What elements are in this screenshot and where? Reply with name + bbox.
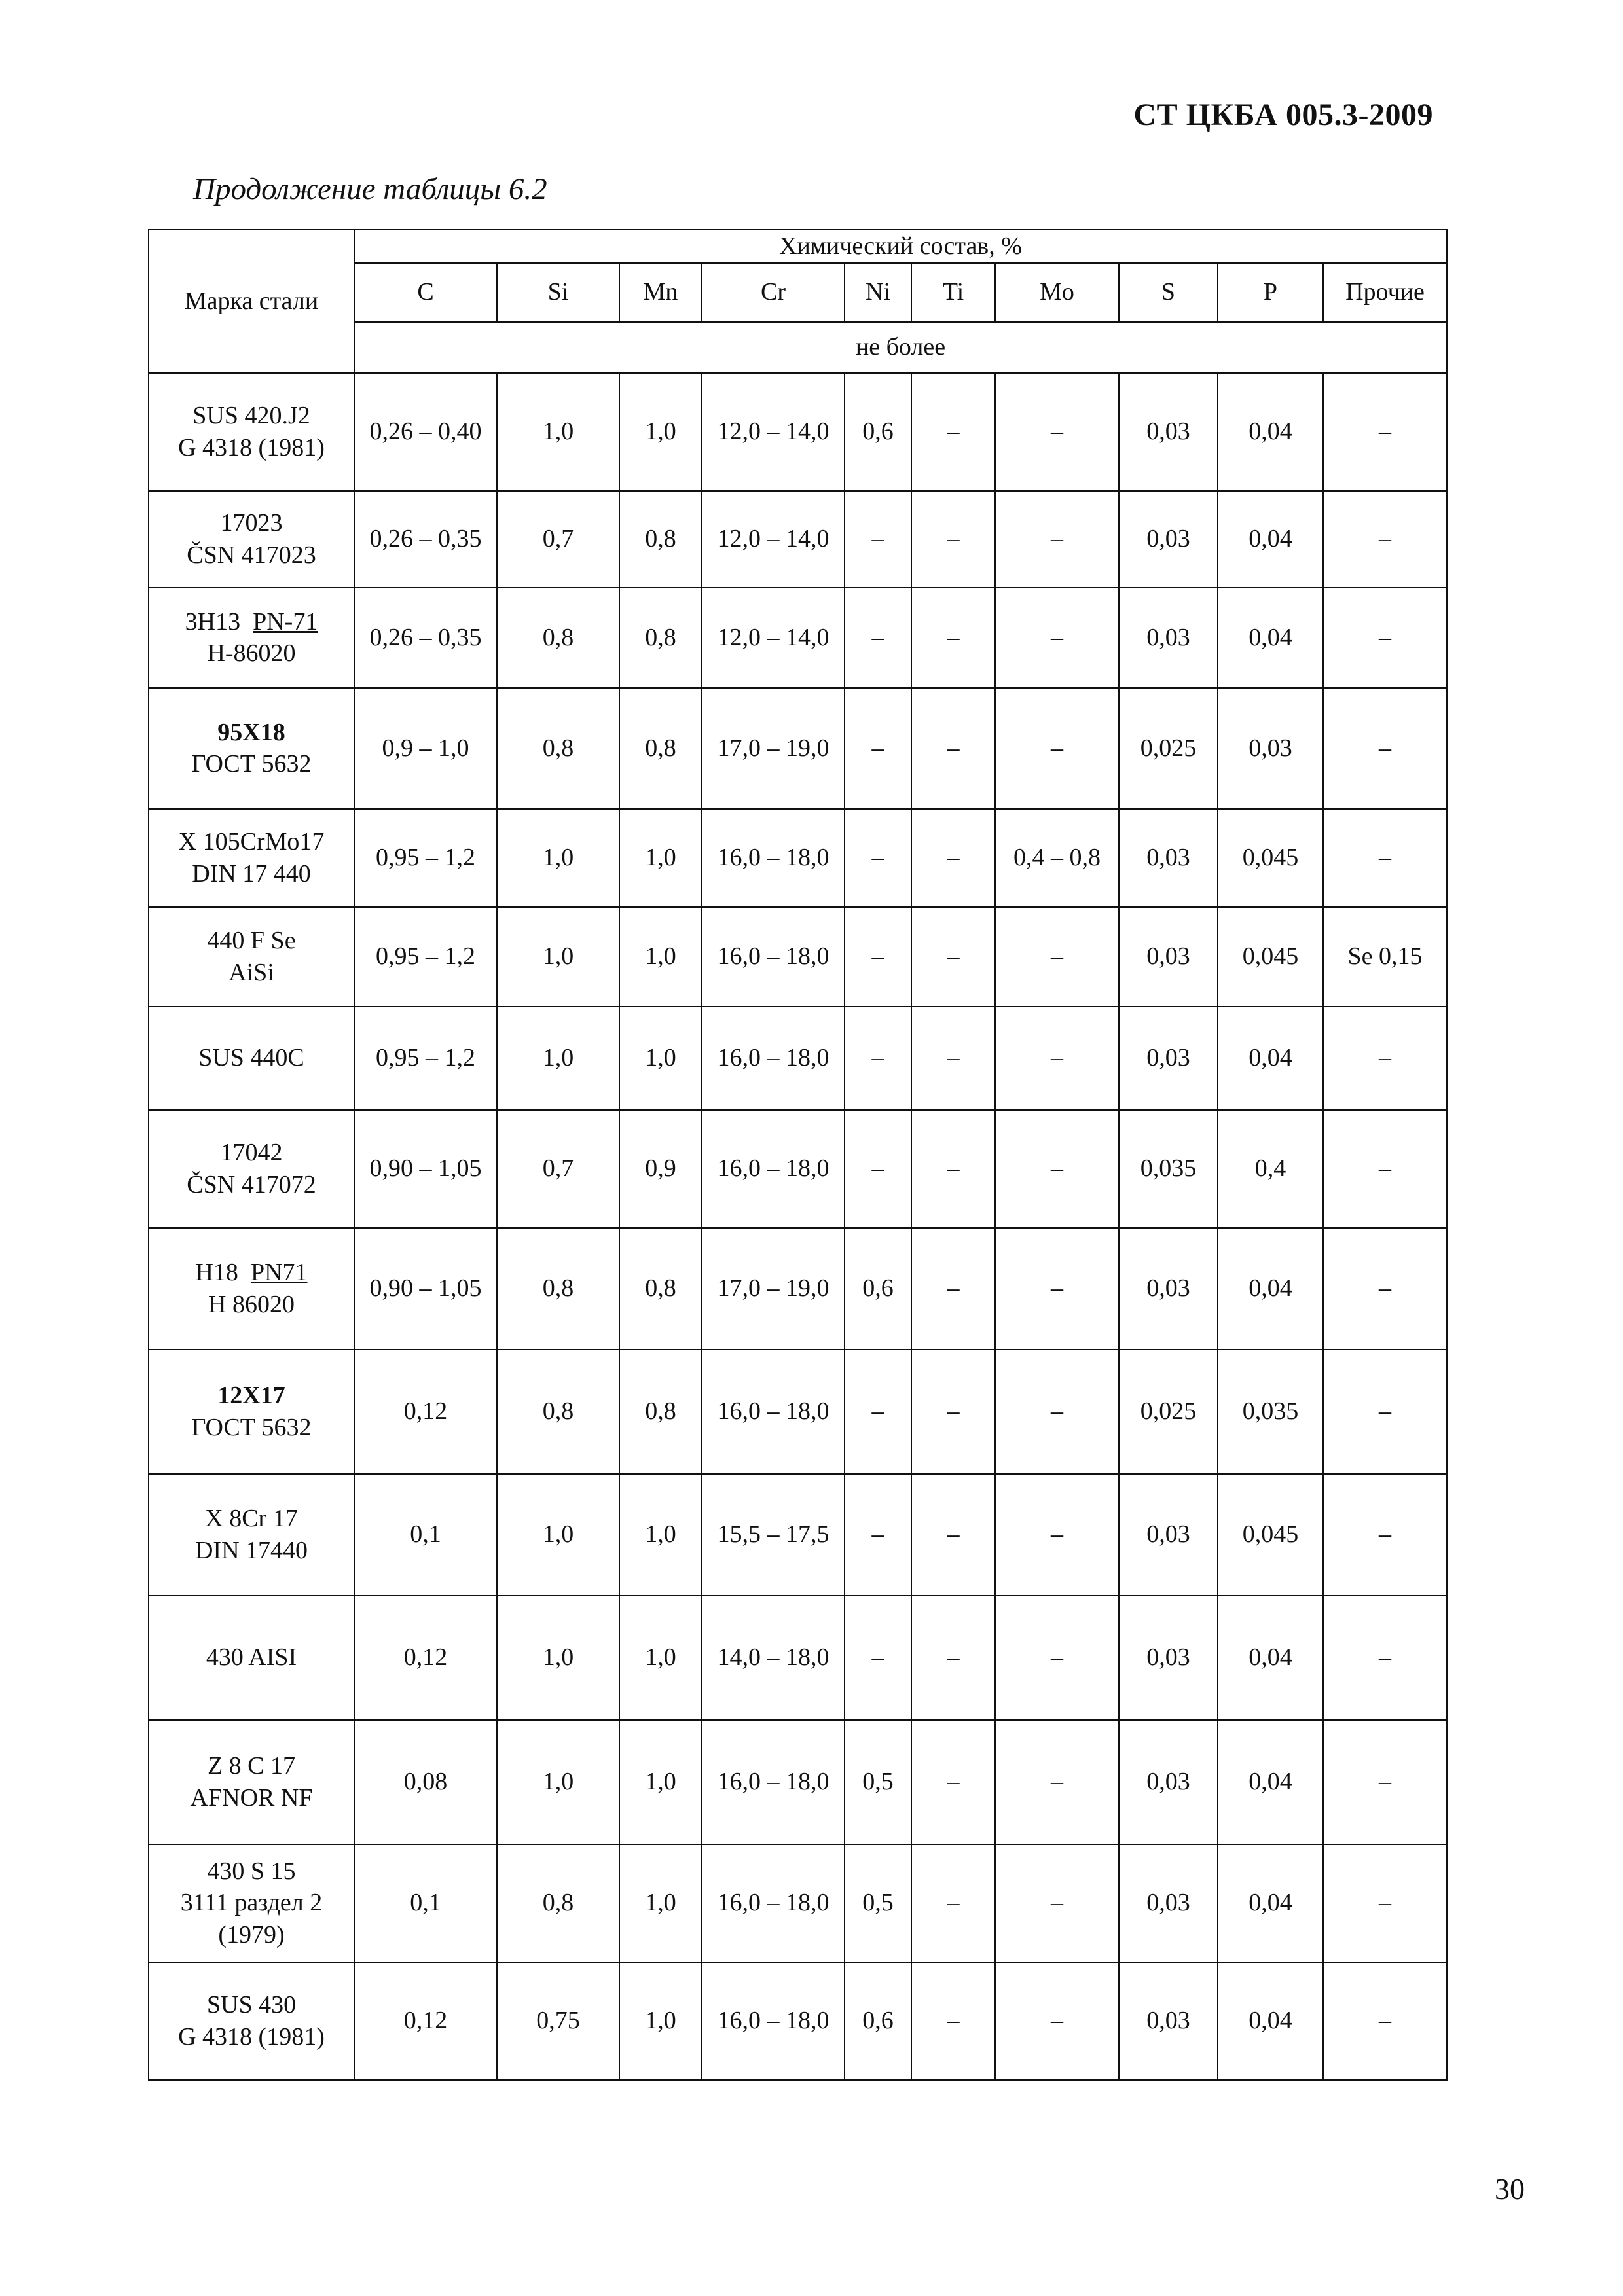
table-row — [149, 907, 1447, 1007]
value-cell-cr: 17,0 – 19,0 — [702, 688, 845, 809]
value-cell-other: – — [1323, 1962, 1447, 2080]
value-cell-p: 0,045 — [1218, 1474, 1323, 1596]
value-cell-mo: – — [995, 1720, 1119, 1844]
column-header-mo: Mo — [995, 263, 1119, 322]
table-row — [149, 1962, 1447, 2080]
value-cell-ti: – — [911, 373, 995, 491]
column-header-ti: Ti — [911, 263, 995, 322]
value-cell-ti: – — [911, 907, 995, 1007]
value-cell-cr: 16,0 – 18,0 — [702, 1962, 845, 2080]
value-cell-cr: 16,0 – 18,0 — [702, 1720, 845, 1844]
steel-standard: DIN 17 440 — [192, 859, 311, 888]
column-header-other: Прочие — [1323, 263, 1447, 322]
table-row — [149, 373, 1447, 491]
value-cell-si: 0,8 — [497, 1350, 619, 1474]
column-header-c: C — [354, 263, 497, 322]
value-cell-c: 0,95 – 1,2 — [354, 907, 497, 1007]
value-cell-mn: 1,0 — [619, 1962, 702, 2080]
value-cell-mn: 1,0 — [619, 373, 702, 491]
value-cell-mo: – — [995, 1962, 1119, 2080]
value-cell-ti: – — [911, 1007, 995, 1110]
value-cell-si: 0,8 — [497, 1228, 619, 1350]
value-cell-cr: 16,0 – 18,0 — [702, 809, 845, 907]
value-cell-mo: – — [995, 1350, 1119, 1474]
value-cell-other: – — [1323, 1350, 1447, 1474]
value-cell-si: 1,0 — [497, 1007, 619, 1110]
table-row — [149, 1350, 1447, 1474]
value-cell-ni: – — [845, 1596, 911, 1720]
value-cell-c: 0,12 — [354, 1962, 497, 2080]
value-cell-mn: 0,8 — [619, 688, 702, 809]
value-cell-mo: – — [995, 1007, 1119, 1110]
steel-grade-name: 17023 — [220, 509, 283, 537]
value-cell-si: 1,0 — [497, 907, 619, 1007]
value-cell-ti: – — [911, 1962, 995, 2080]
steel-grade-cell — [149, 1350, 354, 1474]
value-cell-cr: 16,0 – 18,0 — [702, 1350, 845, 1474]
value-cell-other: – — [1323, 1474, 1447, 1596]
value-cell-other: – — [1323, 491, 1447, 588]
value-cell-ni: – — [845, 1350, 911, 1474]
steel-grade-name: H18 — [195, 1259, 238, 1286]
value-cell-ti: – — [911, 588, 995, 688]
value-cell-ni: 0,6 — [845, 1228, 911, 1350]
value-cell-mn: 1,0 — [619, 809, 702, 907]
value-cell-s: 0,035 — [1119, 1110, 1218, 1228]
value-cell-s: 0,03 — [1119, 1474, 1218, 1596]
steel-standard: G 4318 (1981) — [178, 2022, 325, 2051]
steel-standard: ГОСТ 5632 — [191, 1413, 312, 1441]
steel-grade-name: 430 AISI — [206, 1643, 297, 1672]
value-cell-s: 0,03 — [1119, 1228, 1218, 1350]
value-cell-p: 0,045 — [1218, 809, 1323, 907]
value-cell-mn: 1,0 — [619, 1474, 702, 1596]
value-cell-other: – — [1323, 1720, 1447, 1844]
value-cell-s: 0,03 — [1119, 809, 1218, 907]
value-cell-c: 0,12 — [354, 1596, 497, 1720]
value-cell-other: – — [1323, 1110, 1447, 1228]
value-cell-ti: – — [911, 688, 995, 809]
page-number: 30 — [1495, 2172, 1525, 2206]
value-cell-c: 0,90 – 1,05 — [354, 1228, 497, 1350]
value-cell-ni: – — [845, 1474, 911, 1596]
steel-standard: ГОСТ 5632 — [191, 750, 312, 778]
value-cell-ti: – — [911, 1474, 995, 1596]
steel-grade-cell — [149, 491, 354, 588]
value-cell-ti: – — [911, 1596, 995, 1720]
value-cell-p: 0,04 — [1218, 588, 1323, 688]
value-cell-mo: – — [995, 588, 1119, 688]
table-row — [149, 1110, 1447, 1228]
value-cell-mn: 0,8 — [619, 1228, 702, 1350]
value-cell-other: – — [1323, 1596, 1447, 1720]
value-cell-s: 0,03 — [1119, 1596, 1218, 1720]
steel-standard: 3111 раздел 2 — [180, 1889, 323, 1917]
value-cell-other: – — [1323, 1228, 1447, 1350]
value-cell-ni: – — [845, 809, 911, 907]
value-cell-mn: 1,0 — [619, 907, 702, 1007]
value-cell-s: 0,03 — [1119, 491, 1218, 588]
steel-standard: ČSN 417072 — [187, 1170, 316, 1198]
steel-grade-name: X 8Cr 17 — [205, 1505, 298, 1532]
value-cell-c: 0,26 – 0,35 — [354, 588, 497, 688]
value-cell-other: – — [1323, 1844, 1447, 1962]
value-cell-ni: – — [845, 588, 911, 688]
value-cell-ni: – — [845, 907, 911, 1007]
table-row — [149, 1720, 1447, 1844]
steel-grade-name: 440 F Se — [207, 927, 296, 954]
table-row — [149, 1596, 1447, 1720]
value-cell-si: 0,7 — [497, 1110, 619, 1228]
value-cell-s: 0,03 — [1119, 1007, 1218, 1110]
composition-header: Химический состав, % — [354, 230, 1447, 263]
table-row — [149, 1474, 1447, 1596]
steel-grade-cell — [149, 907, 354, 1007]
value-cell-ni: 0,6 — [845, 373, 911, 491]
value-cell-ti: – — [911, 809, 995, 907]
value-cell-cr: 14,0 – 18,0 — [702, 1596, 845, 1720]
value-cell-si: 1,0 — [497, 1474, 619, 1596]
steel-grade-cell — [149, 1962, 354, 2080]
value-cell-s: 0,025 — [1119, 688, 1218, 809]
steel-standard-number: H 86020 — [208, 1290, 295, 1318]
value-cell-ni: 0,5 — [845, 1844, 911, 1962]
value-cell-si: 1,0 — [497, 1720, 619, 1844]
value-cell-ti: – — [911, 1350, 995, 1474]
value-cell-c: 0,90 – 1,05 — [354, 1110, 497, 1228]
value-cell-cr: 12,0 – 14,0 — [702, 588, 845, 688]
steel-grade-cell — [149, 1844, 354, 1962]
steel-grade-cell — [149, 1228, 354, 1350]
steel-standard: PN71 — [250, 1259, 308, 1286]
value-cell-ni: – — [845, 688, 911, 809]
steel-grade-name: SUS 440C — [198, 1044, 304, 1072]
steel-grade-cell — [149, 373, 354, 491]
value-cell-s: 0,03 — [1119, 1962, 1218, 2080]
value-cell-mo: 0,4 – 0,8 — [995, 809, 1119, 907]
steel-standard: AiSi — [228, 958, 274, 986]
value-cell-cr: 16,0 – 18,0 — [702, 1007, 845, 1110]
value-cell-c: 0,1 — [354, 1474, 497, 1596]
steel-grade-cell — [149, 809, 354, 907]
value-cell-c: 0,12 — [354, 1350, 497, 1474]
value-cell-mo: – — [995, 491, 1119, 588]
value-cell-cr: 16,0 – 18,0 — [702, 1844, 845, 1962]
steel-grade-cell — [149, 1596, 354, 1720]
value-cell-s: 0,03 — [1119, 373, 1218, 491]
value-cell-mn: 1,0 — [619, 1007, 702, 1110]
value-cell-si: 0,75 — [497, 1962, 619, 2080]
value-cell-p: 0,04 — [1218, 1007, 1323, 1110]
value-cell-si: 1,0 — [497, 373, 619, 491]
value-cell-mo: – — [995, 688, 1119, 809]
table-row — [149, 1228, 1447, 1350]
value-cell-p: 0,04 — [1218, 373, 1323, 491]
column-header-s: S — [1119, 263, 1218, 322]
table-row — [149, 688, 1447, 809]
steel-standard: DIN 17440 — [194, 1536, 308, 1564]
value-cell-ti: – — [911, 1720, 995, 1844]
steel-standard: PN-71 — [253, 607, 318, 636]
value-cell-p: 0,035 — [1218, 1350, 1323, 1474]
value-cell-ni: – — [845, 1007, 911, 1110]
column-header-ni: Ni — [845, 263, 911, 322]
value-cell-ti: – — [911, 491, 995, 588]
value-cell-p: 0,04 — [1218, 1720, 1323, 1844]
value-cell-cr: 16,0 – 18,0 — [702, 1110, 845, 1228]
steel-standard: G 4318 (1981) — [178, 433, 325, 461]
value-cell-si: 0,8 — [497, 588, 619, 688]
value-cell-s: 0,025 — [1119, 1350, 1218, 1474]
table-body — [149, 373, 1447, 2080]
steel-grade-name: 12Х17 — [217, 1382, 285, 1409]
steel-grade-name: 3H13 — [185, 607, 241, 636]
steel-grade-cell — [149, 1474, 354, 1596]
value-cell-ni: 0,6 — [845, 1962, 911, 2080]
table-row — [149, 588, 1447, 688]
steel-grade-name: 430 S 15 — [207, 1857, 296, 1885]
value-cell-other: – — [1323, 688, 1447, 809]
steel-grade-cell — [149, 1110, 354, 1228]
value-cell-c: 0,08 — [354, 1720, 497, 1844]
value-cell-p: 0,04 — [1218, 1962, 1323, 2080]
value-cell-mo: – — [995, 373, 1119, 491]
value-cell-p: 0,04 — [1218, 1844, 1323, 1962]
table-row — [149, 491, 1447, 588]
value-cell-mn: 1,0 — [619, 1720, 702, 1844]
steel-grade-cell — [149, 1007, 354, 1110]
steel-grade-name: Z 8 C 17 — [207, 1752, 296, 1780]
value-cell-ni: – — [845, 491, 911, 588]
value-cell-p: 0,04 — [1218, 1228, 1323, 1350]
value-cell-cr: 15,5 – 17,5 — [702, 1474, 845, 1596]
value-cell-p: 0,04 — [1218, 1596, 1323, 1720]
value-cell-ni: 0,5 — [845, 1720, 911, 1844]
document-code: СТ ЦКБА 005.3-2009 — [1133, 98, 1433, 132]
table-caption: Продолжение таблицы 6.2 — [193, 172, 547, 206]
steel-grade-name: 17042 — [220, 1139, 283, 1166]
column-header-mn: Mn — [619, 263, 702, 322]
value-cell-mo: – — [995, 1228, 1119, 1350]
steel-grade-name: 95Х18 — [217, 718, 285, 746]
value-cell-mo: – — [995, 1844, 1119, 1962]
value-cell-si: 1,0 — [497, 809, 619, 907]
value-cell-ti: – — [911, 1110, 995, 1228]
value-cell-s: 0,03 — [1119, 907, 1218, 1007]
value-cell-ti: – — [911, 1228, 995, 1350]
value-cell-mn: 0,8 — [619, 588, 702, 688]
column-header-si: Si — [497, 263, 619, 322]
chemical-composition-table — [148, 229, 1448, 2081]
column-header-cr: Cr — [702, 263, 845, 322]
value-cell-mn: 1,0 — [619, 1596, 702, 1720]
steel-standard: ČSN 417023 — [187, 541, 316, 569]
column-header-p: P — [1218, 263, 1323, 322]
value-cell-mo: – — [995, 1474, 1119, 1596]
value-cell-cr: 17,0 – 19,0 — [702, 1228, 845, 1350]
value-cell-cr: 16,0 – 18,0 — [702, 907, 845, 1007]
value-cell-mo: – — [995, 1596, 1119, 1720]
table-row — [149, 1007, 1447, 1110]
value-cell-cr: 12,0 – 14,0 — [702, 491, 845, 588]
table-row — [149, 1844, 1447, 1962]
value-cell-c: 0,95 – 1,2 — [354, 809, 497, 907]
value-cell-mn: 1,0 — [619, 1844, 702, 1962]
value-cell-mn: 0,9 — [619, 1110, 702, 1228]
steel-grade-name: X 105CrMo17 — [178, 828, 325, 855]
value-cell-c: 0,9 – 1,0 — [354, 688, 497, 809]
value-cell-si: 1,0 — [497, 1596, 619, 1720]
value-cell-other: – — [1323, 373, 1447, 491]
value-cell-other: – — [1323, 1007, 1447, 1110]
value-cell-other: Se 0,15 — [1323, 907, 1447, 1007]
value-cell-p: 0,04 — [1218, 491, 1323, 588]
value-cell-c: 0,95 – 1,2 — [354, 1007, 497, 1110]
value-cell-si: 0,8 — [497, 688, 619, 809]
steel-grade-cell — [149, 688, 354, 809]
steel-grade-cell — [149, 1720, 354, 1844]
value-cell-s: 0,03 — [1119, 1720, 1218, 1844]
value-cell-p: 0,045 — [1218, 907, 1323, 1007]
value-cell-s: 0,03 — [1119, 588, 1218, 688]
value-cell-c: 0,26 – 0,35 — [354, 491, 497, 588]
value-cell-si: 0,8 — [497, 1844, 619, 1962]
value-cell-ti: – — [911, 1844, 995, 1962]
steel-grade-name: SUS 420.J2 — [192, 402, 310, 429]
value-cell-mn: 0,8 — [619, 491, 702, 588]
steel-standard-year: (1979) — [218, 1920, 285, 1948]
steel-grade-name: SUS 430 — [206, 1991, 297, 2018]
value-cell-ni: – — [845, 1110, 911, 1228]
table-row — [149, 809, 1447, 907]
value-cell-mn: 0,8 — [619, 1350, 702, 1474]
grade-header: Марка стали — [149, 230, 354, 373]
steel-standard-number: H-86020 — [207, 639, 296, 668]
value-cell-p: 0,4 — [1218, 1110, 1323, 1228]
steel-standard: AFNOR NF — [190, 1784, 313, 1812]
value-cell-si: 0,7 — [497, 491, 619, 588]
value-cell-cr: 12,0 – 14,0 — [702, 373, 845, 491]
value-cell-c: 0,1 — [354, 1844, 497, 1962]
steel-grade-cell — [149, 588, 354, 688]
value-cell-c: 0,26 – 0,40 — [354, 373, 497, 491]
value-cell-other: – — [1323, 809, 1447, 907]
value-cell-p: 0,03 — [1218, 688, 1323, 809]
value-cell-mo: – — [995, 907, 1119, 1007]
value-cell-other: – — [1323, 588, 1447, 688]
value-cell-s: 0,03 — [1119, 1844, 1218, 1962]
value-cell-mo: – — [995, 1110, 1119, 1228]
limit-note: не более — [354, 322, 1447, 373]
